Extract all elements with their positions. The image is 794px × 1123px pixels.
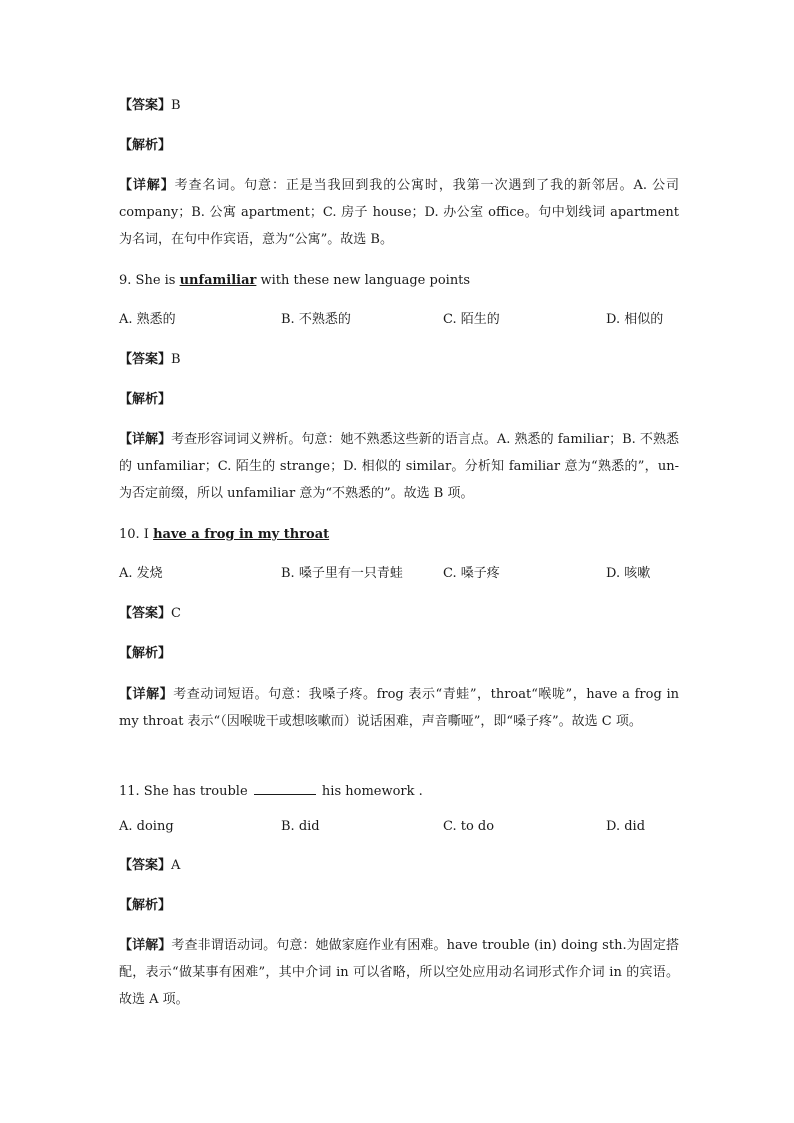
option-b: B. 嗓子里有一只青蛙 — [281, 566, 403, 581]
detail-tag: 【详解】 — [119, 938, 172, 953]
detail-text: 考查非谓语动词。句意：她做家庭作业有困难。have trouble (in) doing sth.为固定搭配，表示“做某事有困难”，其中介词 in 可以省略，所以空处应用动名词形式作介词 in 的宾语。故选 A 项。 — [119, 938, 679, 1007]
answer-line — [119, 352, 181, 368]
question-10-underlined: have a frog in my throat — [153, 527, 330, 542]
detail-tag: 【详解】 — [119, 432, 172, 447]
detail-text: 考查形容词词义辨析。句意：她不熟悉这些新的语言点。A. 熟悉的 familiar；B. 不熟悉的 unfamiliar；C. 陌生的 strange；D. 相似的 similar。分析知 familiar 意为“熟悉的”，un-为否定前缀，所以 unfamiliar 意为“不熟悉的”。故选 B 项。 — [119, 432, 679, 501]
detail-tag: 【详解】 — [119, 178, 175, 193]
question-10-options — [119, 566, 679, 582]
question-11-options — [119, 819, 679, 835]
answer-line — [119, 98, 181, 114]
answer-tag: 【答案】 — [119, 858, 172, 873]
question-9-underlined: unfamiliar — [179, 273, 257, 288]
answer-tag: 【答案】 — [119, 352, 172, 367]
analysis-heading: 【解析】 — [119, 392, 172, 407]
question-9 — [119, 273, 470, 289]
answer-line — [119, 606, 181, 622]
detail-paragraph — [119, 681, 679, 735]
option-a: A. 发烧 — [119, 566, 163, 581]
answer-tag: 【答案】 — [119, 606, 172, 621]
option-d: D. 咳嗽 — [606, 566, 651, 581]
option-a: A. doing — [119, 819, 174, 834]
question-9-suffix: with these new language points — [256, 273, 471, 288]
answer-tag: 【答案】 — [119, 98, 172, 113]
detail-text: 考查动词短语。句意：我嗓子疼。frog 表示“青蛙”，throat“喉咙”，have a frog in my throat 表示“（因喉咙干或想咳嗽而）说话困难，声音嘶哑”，即“嗓子疼”。故选 C 项。 — [119, 687, 679, 729]
question-11-suffix: his homework . — [317, 784, 423, 799]
analysis-heading: 【解析】 — [119, 138, 172, 153]
option-c: C. 陌生的 — [443, 312, 500, 327]
option-b: B. 不熟悉的 — [281, 312, 351, 327]
option-b: B. did — [281, 819, 320, 834]
detail-paragraph — [119, 426, 679, 507]
question-10-prefix: 10. I — [119, 527, 154, 542]
answer-value: A — [171, 858, 181, 873]
option-c: C. 嗓子疼 — [443, 566, 500, 581]
detail-paragraph — [119, 932, 679, 1013]
option-d: D. 相似的 — [606, 312, 664, 327]
answer-blank — [254, 782, 316, 795]
question-9-options — [119, 312, 679, 328]
question-9-prefix: 9. She is — [119, 273, 180, 288]
option-a: A. 熟悉的 — [119, 312, 176, 327]
option-d: D. did — [606, 819, 646, 834]
answer-line — [119, 858, 180, 874]
answer-value: B — [171, 352, 181, 367]
question-11-prefix: 11. She has trouble — [119, 784, 252, 799]
detail-paragraph — [119, 172, 679, 253]
question-10 — [119, 527, 329, 543]
question-11 — [119, 782, 423, 800]
answer-value: B — [171, 98, 181, 113]
option-c: C. to do — [443, 819, 495, 834]
analysis-heading: 【解析】 — [119, 898, 172, 913]
detail-tag: 【详解】 — [119, 687, 174, 702]
answer-value: C — [171, 606, 181, 621]
analysis-heading: 【解析】 — [119, 646, 172, 661]
detail-text: 考查名词。句意：正是当我回到我的公寓时，我第一次遇到了我的新邻居。A. 公司 company；B. 公寓 apartment；C. 房子 house；D. 办公室 office。句中划线词 apartment 为名词，在句中作宾语，意为“公寓”。故选 B。 — [119, 178, 679, 247]
